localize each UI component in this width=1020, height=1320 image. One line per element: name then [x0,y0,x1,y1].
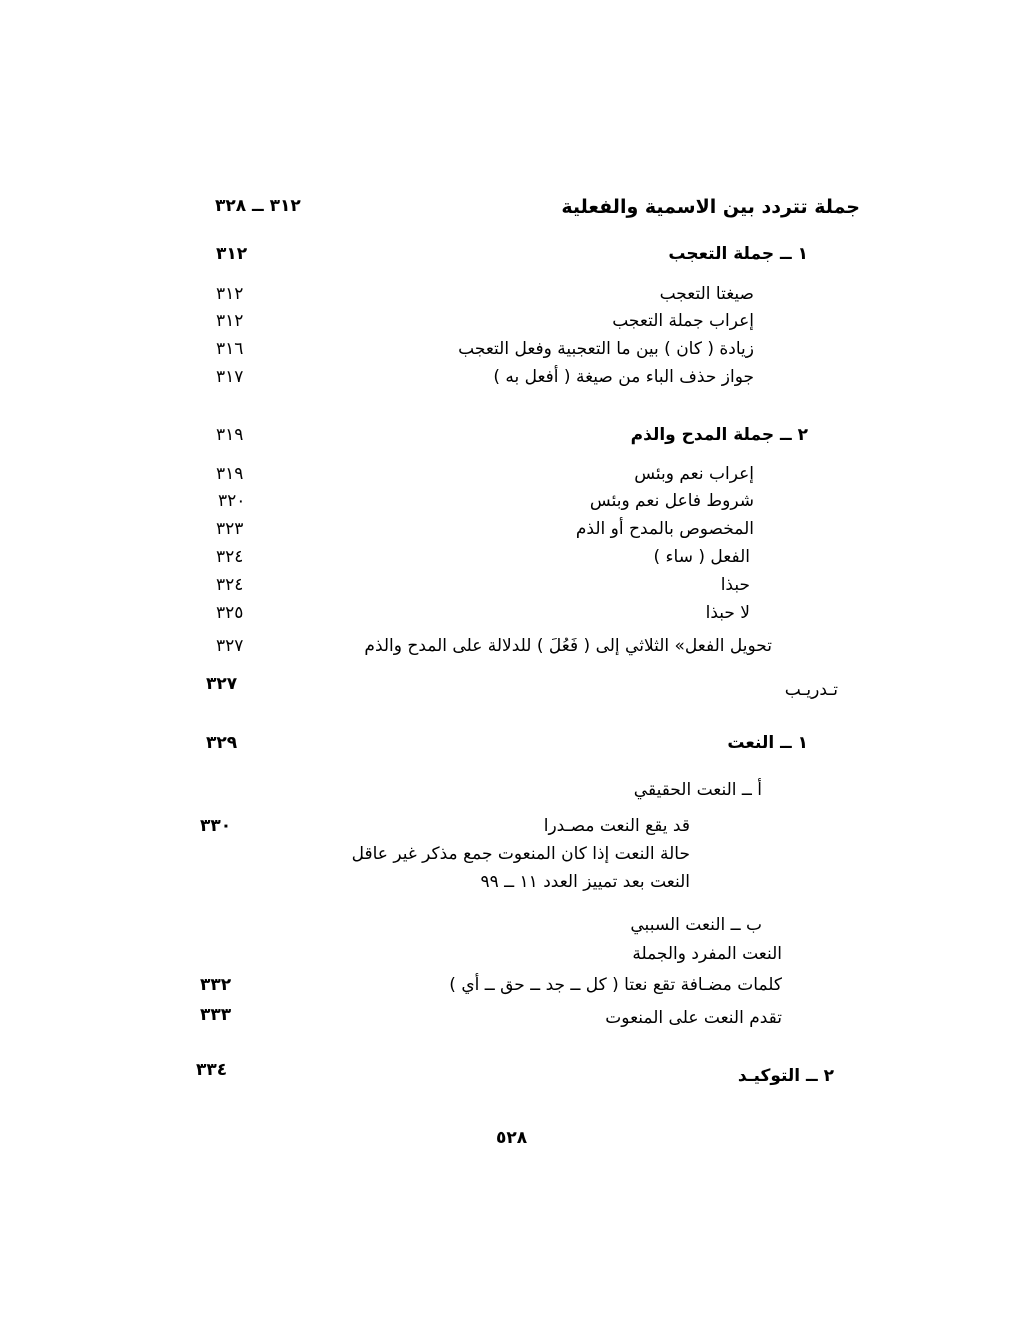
toc-entry: حبذا [720,575,750,595]
toc-page-num: ٣٢٣ [216,519,244,539]
toc-entry: قد يقع النعت مصـدرا [543,816,690,836]
toc-page-num: ٣٣٢ [200,975,232,995]
toc-entry: تحويل الفعل» الثلاثي إلى ( فَعُلَ ) للدلالة على المدح والذم [364,636,772,656]
toc-page-num: ٣١٢ [216,284,244,304]
toc-heading: ١ ــ جملة التعجب [668,244,808,264]
toc-entry: الفعل ( ساء ) [653,547,750,567]
toc-page-num: ٣١٢ [216,244,248,264]
toc-page-num: ٣٢٥ [216,603,244,623]
footer-page-number: ٥٢٨ [496,1128,528,1148]
toc-page-num: ٣٣٠ [200,816,232,836]
toc-page-num: ٣١٢ [216,311,244,331]
toc-heading: ١ ــ النعت [727,733,808,753]
toc-page-num: ٣١٦ [216,339,244,359]
toc-entry: شروط فاعل نعم وبئس [589,491,754,511]
toc-heading: ٢ ــ التوكيـد [737,1066,834,1086]
toc-subheading: ب ــ النعت السببي [630,915,762,935]
toc-subheading: أ ــ النعت الحقيقي [633,780,762,800]
toc-entry: المخصوص بالمدح أو الذم [575,519,754,539]
toc-page-num: ٣٣٤ [196,1060,228,1080]
toc-page-num: ٣٢٤ [216,547,244,567]
toc-entry: تقدم النعت على المنعوت [605,1008,782,1028]
toc-page-num: ٣١٩ [216,425,244,445]
toc-page-num: ٣٢٧ [206,674,238,694]
toc-entry: جواز حذف الباء من صيغة ( أفعل به ) [493,367,754,387]
toc-entry: لا حبذا [705,603,750,623]
section-range: ٣١٢ ــ ٣٢٨ [215,196,301,216]
section-title: جملة تتردد بين الاسمية والفعلية [561,196,860,218]
toc-entry: النعت بعد تمييز العدد ١١ ــ ٩٩ [480,872,690,892]
toc-page-num: ٣١٩ [216,464,244,484]
toc-entry: كلمات مضـافة تقع نعتا ( كل ــ جد ــ حق ــ أي ) [449,975,782,995]
toc-entry: صيغتا التعجب [659,284,754,304]
toc-entry: إعراب جملة التعجب [612,311,754,331]
toc-entry: النعت المفرد والجملة [632,944,782,964]
toc-heading: ٢ ــ جملة المدح والذم [630,425,808,445]
toc-page-num: ٣١٧ [216,367,244,387]
toc-page-num: ٣٣٣ [200,1005,232,1025]
toc-entry: زيادة ( كان ) بين ما التعجبية وفعل التعجب [458,339,754,359]
toc-entry: حالة النعت إذا كان المنعوت جمع مذكر غير عاقل [351,844,690,864]
toc-page-num: ٣٢٠ [218,491,246,511]
toc-entry-exercise: تـدريـب [784,680,838,700]
toc-entry: إعراب نعم وبئس [634,464,754,484]
toc-page-num: ٣٢٩ [206,733,238,753]
toc-page-num: ٣٢٤ [216,575,244,595]
toc-page-num: ٣٢٧ [216,636,244,656]
